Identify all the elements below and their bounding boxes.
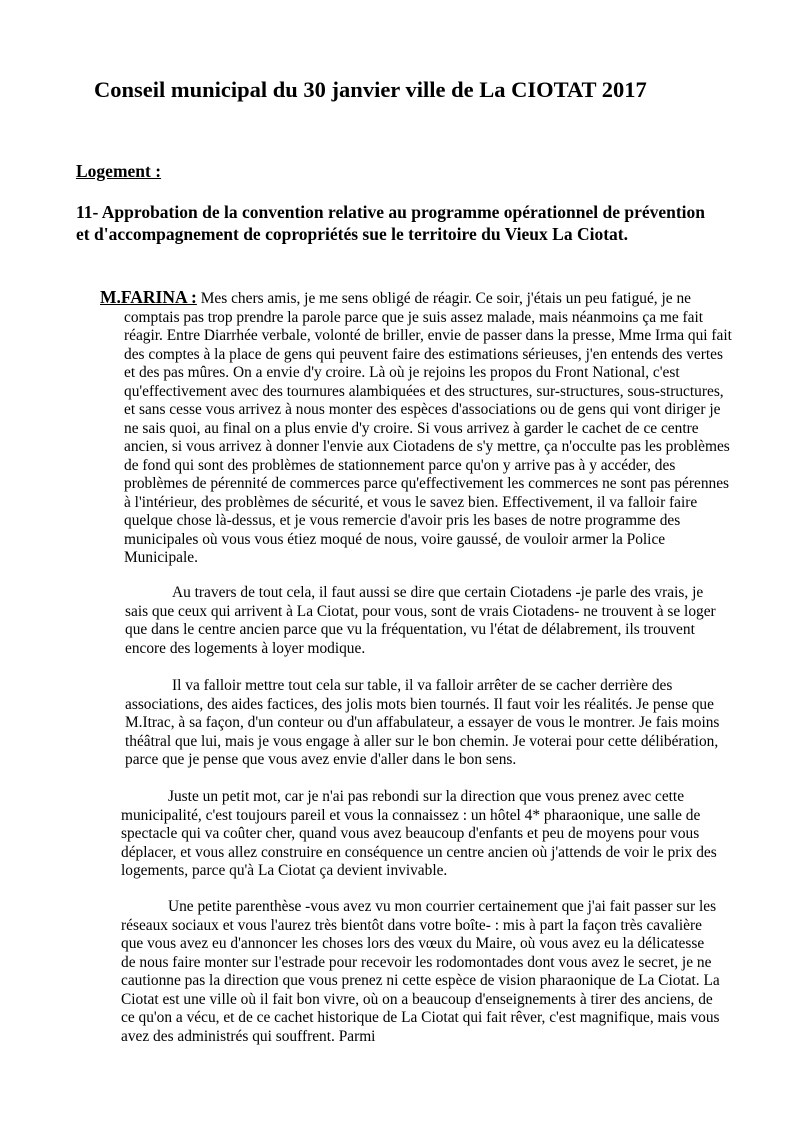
paragraph-4: Juste un petit mot, car je n'ai pas rebondi sur la direction que vous prenez avec cette municipalité, c'est toujours pareil et vous la connaissez : un hôtel 4* pharaonique, une salle de spectacle qui va coûter cher, quand vous avez beaucoup d'enfants et peu de moyens pour vous déplacer, et vous allez construire en conséquence un centre ancien où j'attends de voir le prix des logements, parce qu'à La Ciotat ça devient invivable. [121, 788, 717, 879]
paragraph-1 [100, 288, 736, 568]
paragraph-1-text: Mes chers amis, je me sens obligé de réagir. Ce soir, j'étais un peu fatigué, je ne comptais pas trop prendre la parole parce que je suis assez malade, mais néanmoins ça me fait réagir. Entre Diarrhée verbale, volonté de briller, envie de passer dans la presse, Mme Irma qui fait des comptes à la place de gens qui peuvent faire des estimations sérieuses, j'en entends des vertes et des pas mûres. On a envie d'y croire. Là où je rejoins les propos du Front National, c'est qu'effectivement avec des tournures alambiquées et des structures, sur-structures, sous-structures, et sans cesse vous arrivez à nous monter des espèces d'associations ou de gens qui vont diriger je ne sais quoi, au final on a plus envie d'y croire. Si vous arrivez à garder le cachet de ce centre ancien, si vous arrivez à donner l'envie aux Ciotadens de s'y mettre, ça n'occulte pas les problèmes de fond qui sont des problèmes de stationnement parce qu'on y arrive pas à y accéder, des problèmes de pérennité de commerces parce qu'effectivement les commerces ne sont pas pérennes à l'intérieur, des problèmes de sécurité, et vous le savez bien. Effectivement, il va falloir faire quelque chose là-dessus, et je vous remercie d'avoir pris les bases de notre programme des municipales où vous vous étiez moqué de nous, voire gaussé, de vouloir armer la Police Municipale. [124, 290, 732, 566]
paragraph-3: Il va falloir mettre tout cela sur table, il va falloir arrêter de se cacher derrière des associations, des aides factices, des jolis mots bien tournés. Il faut voir les réalités. Je pense que M.Itrac, à sa façon, d'un conteur ou d'un affabulateur, a essayer de vous le montrer. Je fais moins théâtral que lui, mais je vous engage à aller sur le bon chemin. Je voterai pour cette délibération, parce que je pense que vous avez envie d'aller dans le bon sens. [125, 677, 720, 768]
document-title: Conseil municipal du 30 janvier ville de La CIOTAT 2017 [94, 77, 647, 102]
paragraph-2: Au travers de tout cela, il faut aussi se dire que certain Ciotadens -je parle des vrais, je sais que ceux qui arrivent à La Ciotat, pour vous, sont de vrais Ciotadens- ne trouvent à se loger que dans le centre ancien parce que vu la fréquentation, vu l'état de délabrement, ils trouvent encore des logements à loyer modique. [125, 584, 716, 657]
paragraph-5: Une petite parenthèse -vous avez vu mon courrier certainement que j'ai fait passer sur les réseaux sociaux et vous l'aurez très bientôt dans votre boîte- : mis à part la façon très cavalière que vous avez eu d'annoncer les choses lors des vœux du Maire, où vous avez eu la délicatesse de nous faire monter sur l'estrade pour recevoir les rodomontades dont vous avez le secret, je ne cautionne pas la direction que vous prenez ni cette espèce de vision pharaonique de La Ciotat. La Ciotat est une ville où il fait bon vivre, où on a beaucoup d'enseignements à tirer des anciens, de ce qu'on a vécu, et de ce cachet historique de La Ciotat qui fait rêver, c'est magnifique, mais vous avez des administrés qui souffrent. Parmi [121, 898, 720, 1045]
speaker-name: M.FARINA : [100, 287, 197, 307]
agenda-item-heading: 11- Approbation de la convention relative au programme opérationnel de prévention et d'accompagnement de copropriétés sue le territoire du Vieux La Ciotat. [76, 202, 706, 244]
section-heading: Logement : [76, 161, 162, 181]
